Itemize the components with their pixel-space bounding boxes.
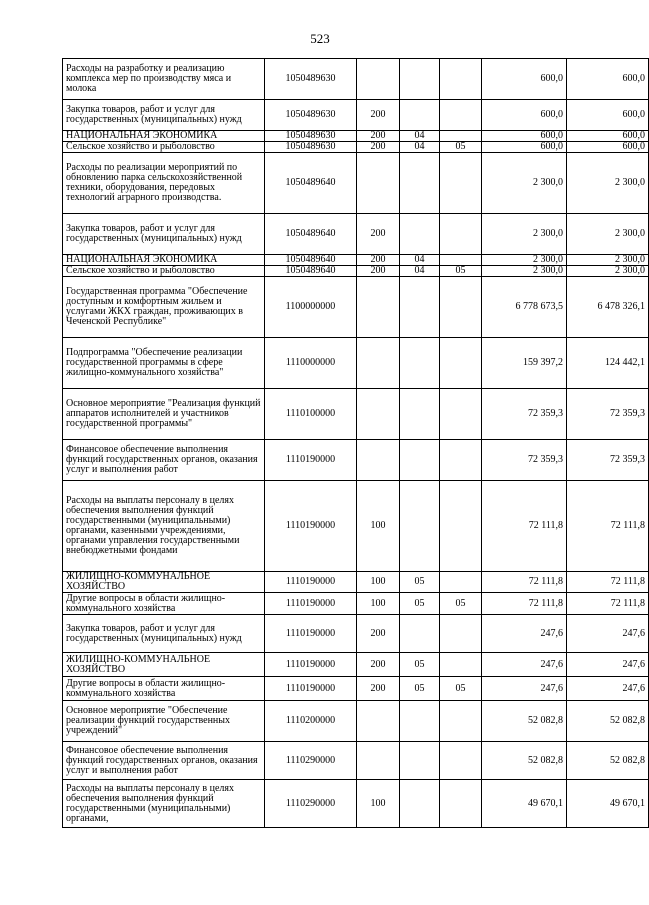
- target-code-cell: 1110000000: [265, 338, 357, 389]
- section-cell: 05: [400, 593, 440, 615]
- row-name-cell: Расходы по реализации мероприятий по обновлению парка сельскохозяйственной техники, оборудования, передовых технологий аграрного производства.: [63, 153, 265, 214]
- expense-type-cell: 200: [357, 131, 400, 142]
- subsection-cell: [440, 338, 482, 389]
- amount-year2-cell: 600,0: [567, 59, 649, 100]
- table-row: [63, 742, 649, 780]
- table-row: [63, 59, 649, 100]
- table-row: [63, 100, 649, 131]
- section-cell: [400, 440, 440, 481]
- row-name-cell: ЖИЛИЩНО-КОММУНАЛЬНОЕ ХОЗЯЙСТВО: [63, 572, 265, 593]
- section-cell: 05: [400, 677, 440, 701]
- amount-year2-cell: 72 111,8: [567, 572, 649, 593]
- expense-type-cell: [357, 440, 400, 481]
- row-name-cell: Закупка товаров, работ и услуг для государственных (муниципальных) нужд: [63, 100, 265, 131]
- expense-type-cell: 100: [357, 481, 400, 572]
- target-code-cell: 1110290000: [265, 742, 357, 780]
- row-name-cell: НАЦИОНАЛЬНАЯ ЭКОНОМИКА: [63, 255, 265, 266]
- subsection-cell: [440, 653, 482, 677]
- amount-year1-cell: 600,0: [482, 59, 567, 100]
- subsection-cell: [440, 214, 482, 255]
- amount-year2-cell: 72 359,3: [567, 389, 649, 440]
- amount-year2-cell: 2 300,0: [567, 255, 649, 266]
- subsection-cell: [440, 131, 482, 142]
- target-code-cell: 1100000000: [265, 277, 357, 338]
- amount-year2-cell: 247,6: [567, 653, 649, 677]
- amount-year1-cell: 159 397,2: [482, 338, 567, 389]
- subsection-cell: [440, 742, 482, 780]
- expense-type-cell: [357, 742, 400, 780]
- expense-type-cell: 200: [357, 677, 400, 701]
- amount-year2-cell: 2 300,0: [567, 266, 649, 277]
- table-row: [63, 131, 649, 142]
- amount-year1-cell: 2 300,0: [482, 266, 567, 277]
- section-cell: [400, 615, 440, 653]
- table-row: [63, 142, 649, 153]
- target-code-cell: 1050489630: [265, 142, 357, 153]
- expense-type-cell: 200: [357, 255, 400, 266]
- row-name-cell: Сельское хозяйство и рыболовство: [63, 266, 265, 277]
- subsection-cell: 05: [440, 677, 482, 701]
- table-row: [63, 572, 649, 593]
- expense-type-cell: 100: [357, 780, 400, 828]
- amount-year1-cell: 600,0: [482, 131, 567, 142]
- section-cell: [400, 100, 440, 131]
- expense-type-cell: [357, 338, 400, 389]
- row-name-cell: Сельское хозяйство и рыболовство: [63, 142, 265, 153]
- amount-year1-cell: 2 300,0: [482, 255, 567, 266]
- expense-type-cell: 200: [357, 653, 400, 677]
- page-number: 523: [310, 31, 330, 46]
- subsection-cell: 05: [440, 142, 482, 153]
- section-cell: [400, 338, 440, 389]
- amount-year2-cell: 6 478 326,1: [567, 277, 649, 338]
- target-code-cell: 1050489630: [265, 59, 357, 100]
- amount-year1-cell: 2 300,0: [482, 214, 567, 255]
- target-code-cell: 1110100000: [265, 389, 357, 440]
- amount-year2-cell: 72 111,8: [567, 593, 649, 615]
- row-name-cell: Расходы на выплаты персоналу в целях обеспечения выполнения функций государственными (муниципальными) органами,: [63, 780, 265, 828]
- table-row: [63, 593, 649, 615]
- section-cell: 05: [400, 572, 440, 593]
- row-name-cell: Другие вопросы в области жилищно-коммунального хозяйства: [63, 593, 265, 615]
- amount-year1-cell: 247,6: [482, 615, 567, 653]
- subsection-cell: [440, 153, 482, 214]
- amount-year2-cell: 52 082,8: [567, 701, 649, 742]
- amount-year1-cell: 72 111,8: [482, 593, 567, 615]
- table-row: [63, 653, 649, 677]
- subsection-cell: [440, 389, 482, 440]
- table-row: [63, 255, 649, 266]
- amount-year1-cell: 49 670,1: [482, 780, 567, 828]
- target-code-cell: 1110190000: [265, 572, 357, 593]
- row-name-cell: НАЦИОНАЛЬНАЯ ЭКОНОМИКА: [63, 131, 265, 142]
- amount-year2-cell: 600,0: [567, 100, 649, 131]
- amount-year1-cell: 6 778 673,5: [482, 277, 567, 338]
- amount-year2-cell: 72 359,3: [567, 440, 649, 481]
- row-name-cell: Другие вопросы в области жилищно-коммунального хозяйства: [63, 677, 265, 701]
- amount-year1-cell: 52 082,8: [482, 701, 567, 742]
- expense-type-cell: [357, 277, 400, 338]
- table-row: [63, 780, 649, 828]
- expense-type-cell: 100: [357, 572, 400, 593]
- table-row: [63, 277, 649, 338]
- table-row: [63, 153, 649, 214]
- expense-type-cell: 200: [357, 142, 400, 153]
- target-code-cell: 1050489630: [265, 100, 357, 131]
- subsection-cell: [440, 440, 482, 481]
- subsection-cell: [440, 701, 482, 742]
- subsection-cell: 05: [440, 266, 482, 277]
- amount-year1-cell: 600,0: [482, 100, 567, 131]
- amount-year2-cell: 600,0: [567, 142, 649, 153]
- target-code-cell: 1110190000: [265, 593, 357, 615]
- target-code-cell: 1050489640: [265, 255, 357, 266]
- table-row: [63, 440, 649, 481]
- target-code-cell: 1110200000: [265, 701, 357, 742]
- expense-type-cell: [357, 153, 400, 214]
- row-name-cell: Подпрограмма "Обеспечение реализации государственной программы в сфере жилищно-коммунального хозяйства": [63, 338, 265, 389]
- amount-year2-cell: 72 111,8: [567, 481, 649, 572]
- amount-year1-cell: 52 082,8: [482, 742, 567, 780]
- amount-year2-cell: 247,6: [567, 677, 649, 701]
- amount-year1-cell: 72 359,3: [482, 389, 567, 440]
- target-code-cell: 1050489640: [265, 153, 357, 214]
- section-cell: [400, 481, 440, 572]
- section-cell: [400, 59, 440, 100]
- amount-year2-cell: 52 082,8: [567, 742, 649, 780]
- table-row: [63, 338, 649, 389]
- table-row: [63, 481, 649, 572]
- table-row: [63, 701, 649, 742]
- subsection-cell: [440, 59, 482, 100]
- row-name-cell: ЖИЛИЩНО-КОММУНАЛЬНОЕ ХОЗЯЙСТВО: [63, 653, 265, 677]
- expense-type-cell: 200: [357, 100, 400, 131]
- section-cell: 05: [400, 653, 440, 677]
- amount-year1-cell: 247,6: [482, 677, 567, 701]
- target-code-cell: 1110190000: [265, 677, 357, 701]
- amount-year1-cell: 600,0: [482, 142, 567, 153]
- table-row: [63, 615, 649, 653]
- section-cell: [400, 780, 440, 828]
- budget-table: [62, 58, 649, 828]
- amount-year2-cell: 600,0: [567, 131, 649, 142]
- section-cell: 04: [400, 131, 440, 142]
- target-code-cell: 1050489640: [265, 266, 357, 277]
- budget-table-body: [63, 59, 649, 828]
- expense-type-cell: [357, 59, 400, 100]
- target-code-cell: 1110190000: [265, 653, 357, 677]
- section-cell: [400, 277, 440, 338]
- amount-year2-cell: 2 300,0: [567, 153, 649, 214]
- amount-year2-cell: 49 670,1: [567, 780, 649, 828]
- row-name-cell: Расходы на выплаты персоналу в целях обеспечения выполнения функций государственными (муниципальными) органами, казенными учреждениями, органами управления государственными внебюджетными фондами: [63, 481, 265, 572]
- subsection-cell: [440, 572, 482, 593]
- section-cell: [400, 214, 440, 255]
- target-code-cell: 1110290000: [265, 780, 357, 828]
- row-name-cell: Государственная программа "Обеспечение доступным и комфортным жильем и услугами ЖКХ граждан, проживающих в Чеченской Республике": [63, 277, 265, 338]
- expense-type-cell: 200: [357, 615, 400, 653]
- subsection-cell: [440, 481, 482, 572]
- section-cell: [400, 742, 440, 780]
- target-code-cell: 1110190000: [265, 481, 357, 572]
- target-code-cell: 1050489630: [265, 131, 357, 142]
- subsection-cell: [440, 255, 482, 266]
- subsection-cell: [440, 615, 482, 653]
- target-code-cell: 1110190000: [265, 440, 357, 481]
- row-name-cell: Основное мероприятие "Обеспечение реализации функций государственных учреждений": [63, 701, 265, 742]
- row-name-cell: Расходы на разработку и реализацию комплекса мер по производству мяса и молока: [63, 59, 265, 100]
- amount-year1-cell: 2 300,0: [482, 153, 567, 214]
- expense-type-cell: 100: [357, 593, 400, 615]
- section-cell: [400, 153, 440, 214]
- row-name-cell: Финансовое обеспечение выполнения функций государственных органов, оказания услуг и выполнения работ: [63, 742, 265, 780]
- table-row: [63, 266, 649, 277]
- section-cell: 04: [400, 255, 440, 266]
- target-code-cell: 1050489640: [265, 214, 357, 255]
- expense-type-cell: 200: [357, 214, 400, 255]
- subsection-cell: 05: [440, 593, 482, 615]
- row-name-cell: Основное мероприятие "Реализация функций аппаратов исполнителей и участников государственной программы": [63, 389, 265, 440]
- row-name-cell: Финансовое обеспечение выполнения функций государственных органов, оказания услуг и выполнения работ: [63, 440, 265, 481]
- amount-year1-cell: 72 111,8: [482, 572, 567, 593]
- table-row: [63, 389, 649, 440]
- amount-year2-cell: 124 442,1: [567, 338, 649, 389]
- expense-type-cell: [357, 389, 400, 440]
- amount-year2-cell: 2 300,0: [567, 214, 649, 255]
- subsection-cell: [440, 100, 482, 131]
- amount-year1-cell: 247,6: [482, 653, 567, 677]
- subsection-cell: [440, 277, 482, 338]
- target-code-cell: 1110190000: [265, 615, 357, 653]
- subsection-cell: [440, 780, 482, 828]
- table-row: [63, 214, 649, 255]
- section-cell: [400, 389, 440, 440]
- table-row: [63, 677, 649, 701]
- row-name-cell: Закупка товаров, работ и услуг для государственных (муниципальных) нужд: [63, 214, 265, 255]
- section-cell: 04: [400, 266, 440, 277]
- expense-type-cell: [357, 701, 400, 742]
- amount-year1-cell: 72 111,8: [482, 481, 567, 572]
- amount-year1-cell: 72 359,3: [482, 440, 567, 481]
- section-cell: 04: [400, 142, 440, 153]
- amount-year2-cell: 247,6: [567, 615, 649, 653]
- section-cell: [400, 701, 440, 742]
- expense-type-cell: 200: [357, 266, 400, 277]
- row-name-cell: Закупка товаров, работ и услуг для государственных (муниципальных) нужд: [63, 615, 265, 653]
